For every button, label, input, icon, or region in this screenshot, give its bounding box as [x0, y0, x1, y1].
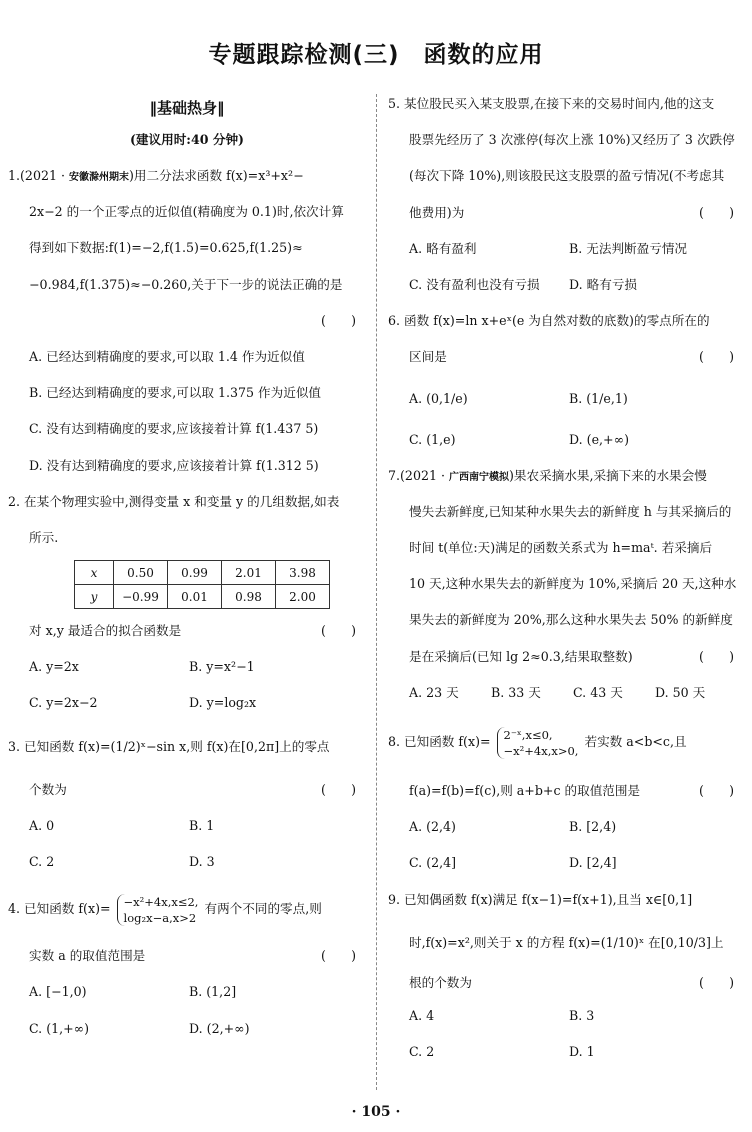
q4-option-d: D. (2,+∞) — [189, 1020, 250, 1036]
q1-number: 1.(2021 · — [8, 168, 69, 183]
page-title: 专题跟踪检测(三) 函数的应用 — [208, 42, 544, 68]
q7-text: )果农采摘水果,采摘下来的水果会慢 — [509, 467, 707, 483]
q7-line-1 — [388, 458, 744, 494]
q9-option-d: D. 1 — [569, 1043, 595, 1059]
time-hint: (建议用时:40 分钟) — [129, 132, 245, 147]
q4-option-c: C. (1,+∞) — [29, 1020, 90, 1036]
q7-stem: 是在采摘后(已知 lg 2≈0.3,结果取整数) — [409, 648, 633, 664]
q5-option-b: B. 无法判断盈亏情况 — [569, 240, 688, 256]
q7-option-b: B. 33 天 — [491, 684, 541, 700]
q2-line-2: 所示. — [29, 529, 59, 545]
q3-stem: 个数为 — [29, 781, 67, 797]
column-divider — [376, 94, 377, 1090]
q6-answer-blank: ( ) — [698, 349, 734, 365]
q7-line-4: 10 天,这种水果失去的新鲜度为 10%,采摘后 20 天,这种水 — [409, 576, 737, 592]
question-3 — [8, 722, 366, 881]
q5-option-a: A. 略有盈利 — [409, 240, 477, 256]
q5-line-3: (每次下降 10%),则该股民这支股票的盈亏情况(不考虑其 — [409, 168, 725, 184]
q4-options-row-1 — [8, 974, 366, 1010]
q9-line-2: 时,f(x)=x²,则关于 x 的方程 f(x)=(1/10)ˣ 在[0,10/3]上 — [409, 934, 724, 950]
table-cell: x — [75, 561, 114, 585]
q4-prefix: 4. 已知函数 f(x)= — [8, 901, 111, 917]
q4-case-2: log₂x−a,x>2 — [123, 910, 197, 925]
q1-line-1 — [8, 158, 366, 194]
q3-options-row-1 — [8, 808, 366, 844]
q8-option-c: C. (2,4] — [409, 855, 457, 871]
q8-line-1 — [388, 711, 744, 773]
q9-option-c: C. 2 — [409, 1043, 435, 1059]
q5-options-row-2 — [388, 267, 744, 303]
question-4 — [8, 880, 366, 1047]
q2-option-a: A. y=2x — [29, 659, 79, 675]
q4-case-1: −x²+4x,x≤2, — [123, 894, 199, 909]
table-cell: 3.98 — [276, 561, 330, 585]
q4-options-row-2 — [8, 1011, 366, 1047]
q7-option-a: A. 23 天 — [409, 684, 459, 700]
right-column — [388, 86, 744, 1070]
q1-answer-blank: ( ) — [320, 312, 356, 328]
q6-line-1: 6. 函数 f(x)=ln x+eˣ(e 为自然对数的底数)的零点所在的 — [388, 313, 710, 329]
question-7 — [388, 458, 744, 711]
q8-options-row-2 — [388, 845, 744, 881]
q8-stem: f(a)=f(b)=f(c),则 a+b+c 的取值范围是 — [409, 783, 641, 798]
q3-answer-blank: ( ) — [320, 781, 356, 797]
question-8 — [388, 711, 744, 882]
q7-line-2: 慢失去新鲜度,已知某种水果失去的新鲜度 h 与其采摘后的 — [409, 503, 732, 519]
q1-option-c: C. 没有达到精确度的要求,应该接着计算 f(1.437 5) — [29, 421, 319, 437]
q9-option-b: B. 3 — [569, 1007, 595, 1023]
q5-line-1: 5. 某位股民买入某支股票,在接下来的交易时间内,他的这支 — [388, 96, 715, 111]
question-1 — [8, 158, 366, 484]
q7-source: 广西南宁模拟 — [449, 471, 509, 483]
q5-option-d: D. 略有亏损 — [569, 276, 638, 292]
q2-options-row-2 — [8, 685, 366, 721]
q1-option-a: A. 已经达到精确度的要求,可以取 1.4 作为近似值 — [29, 348, 305, 364]
q8-option-a: A. (2,4) — [409, 819, 456, 835]
table-cell: 2.00 — [276, 585, 330, 609]
q3-option-d: D. 3 — [189, 854, 215, 869]
q3-option-b: B. 1 — [189, 817, 215, 833]
q7-option-c: C. 43 天 — [573, 684, 623, 700]
q3-option-c: C. 2 — [29, 854, 55, 869]
table-cell: y — [75, 585, 114, 609]
q6-stem: 区间是 — [409, 349, 447, 365]
q7-option-d: D. 50 天 — [655, 684, 706, 700]
q4-answer-blank: ( ) — [320, 948, 356, 964]
q2-options-row-1 — [8, 649, 366, 685]
q9-answer-blank: ( ) — [698, 974, 734, 990]
q1-option-b: B. 已经达到精确度的要求,可以取 1.375 作为近似值 — [29, 385, 322, 401]
q6-option-a: A. (0,1/e) — [409, 390, 468, 406]
q8-suffix: 若实数 a<b<c,且 — [584, 734, 687, 749]
q5-line-4: 他费用)为 — [409, 204, 465, 220]
q8-stem-row — [388, 773, 744, 809]
q8-prefix: 8. 已知函数 f(x)= — [388, 734, 491, 749]
q8-options-row-1 — [388, 809, 744, 845]
q2-stem: 对 x,y 最适合的拟合函数是 — [29, 623, 182, 639]
q4-suffix: 有两个不同的零点,则 — [204, 901, 322, 917]
table-cell: 0.99 — [168, 561, 222, 585]
table-row — [75, 585, 330, 609]
q8-option-b: B. [2,4) — [569, 819, 617, 835]
q3-options-row-2 — [8, 844, 366, 880]
q6-stem-row — [388, 339, 744, 375]
q1-source: 安徽滁州期末 — [69, 172, 129, 183]
q8-answer-blank: ( ) — [698, 783, 734, 798]
q8-case-2: −x²+4x,x>0, — [503, 743, 579, 758]
q7-line-3: 时间 t(单位:天)满足的函数关系式为 h=maᵗ. 若采摘后 — [409, 540, 713, 556]
q5-answer-blank: ( ) — [698, 204, 734, 220]
q7-number: 7.(2021 · — [388, 467, 449, 483]
q8-option-d: D. [2,4] — [569, 855, 617, 871]
q9-options-row-2 — [388, 1034, 744, 1070]
table-cell: 0.50 — [114, 561, 168, 585]
q1-option-d: D. 没有达到精确度的要求,应该接着计算 f(1.312 5) — [29, 457, 319, 473]
q2-option-c: C. y=2x−2 — [29, 695, 98, 711]
question-6 — [388, 303, 744, 458]
q1-text: )用二分法求函数 f(x)=x³+x²− — [129, 168, 304, 183]
q5-line-2: 股票先经历了 3 次涨停(每次上涨 10%)又经历了 3 次跌停 — [409, 132, 735, 148]
page-number: · 105 · — [351, 1104, 401, 1120]
table-cell: 0.01 — [168, 585, 222, 609]
q2-option-d: D. y=log₂x — [189, 695, 257, 711]
question-9 — [388, 882, 744, 1071]
q4-piecewise — [117, 894, 199, 926]
q1-line-4: −0.984,f(1.375)≈−0.260,关于下一步的说法正确的是 — [29, 276, 343, 292]
q7-options-row — [388, 675, 744, 711]
q3-line-1: 3. 已知函数 f(x)=(1/2)ˣ−sin x,则 f(x)在[0,2π]上的零点 — [8, 738, 330, 754]
table-cell: 0.98 — [222, 585, 276, 609]
q7-line-5: 果失去的新鲜度为 20%,那么这种水果失去 50% 的新鲜度 — [409, 612, 733, 628]
q1-line-3: 得到如下数据:f(1)=−2,f(1.5)=0.625,f(1.25)≈ — [29, 240, 303, 256]
q9-stem: 根的个数为 — [409, 974, 472, 990]
q5-options-row-1 — [388, 231, 744, 267]
q7-answer-blank: ( ) — [698, 648, 734, 664]
q8-piecewise — [497, 727, 579, 759]
q3-stem-row — [8, 772, 366, 808]
q4-stem: 实数 a 的取值范围是 — [29, 948, 146, 964]
q4-option-a: A. [−1,0) — [29, 984, 87, 1000]
q5-option-c: C. 没有盈利也没有亏损 — [409, 276, 540, 292]
question-5 — [388, 86, 744, 303]
q7-stem-row — [388, 639, 744, 675]
q3-option-a: A. 0 — [29, 817, 55, 833]
q4-line-1 — [8, 880, 366, 938]
q2-line-1: 2. 在某个物理实验中,测得变量 x 和变量 y 的几组数据,如表 — [8, 493, 340, 509]
q4-stem-row — [8, 938, 366, 974]
q6-option-c: C. (1,e) — [409, 431, 456, 447]
question-2 — [8, 484, 366, 722]
table-cell: −0.99 — [114, 585, 168, 609]
q6-option-b: B. (1/e,1) — [569, 390, 628, 406]
left-column — [8, 92, 366, 1047]
q4-option-b: B. (1,2] — [189, 984, 237, 1000]
q9-stem-row — [388, 968, 744, 998]
table-cell: 2.01 — [222, 561, 276, 585]
q6-option-d: D. (e,+∞) — [569, 431, 629, 447]
q8-case-1: 2⁻ˣ,x≤0, — [503, 727, 553, 742]
q9-options-row-1 — [388, 998, 744, 1034]
q1-line-2: 2x−2 的一个正零点的近似值(精确度为 0.1)时,依次计算 — [29, 204, 344, 220]
q2-stem-row — [8, 613, 366, 649]
q6-options-row-2 — [388, 422, 744, 458]
q6-options-row-1 — [388, 376, 744, 422]
q2-option-b: B. y=x²−1 — [189, 659, 255, 675]
q9-line-1: 9. 已知偶函数 f(x)满足 f(x−1)=f(x+1),且当 x∈[0,1] — [388, 891, 693, 907]
q2-answer-blank: ( ) — [320, 623, 356, 639]
table-row — [75, 561, 330, 585]
q2-data-table — [74, 560, 330, 609]
q9-option-a: A. 4 — [409, 1007, 435, 1023]
section-heading: ‖基础热身‖ — [149, 99, 225, 117]
